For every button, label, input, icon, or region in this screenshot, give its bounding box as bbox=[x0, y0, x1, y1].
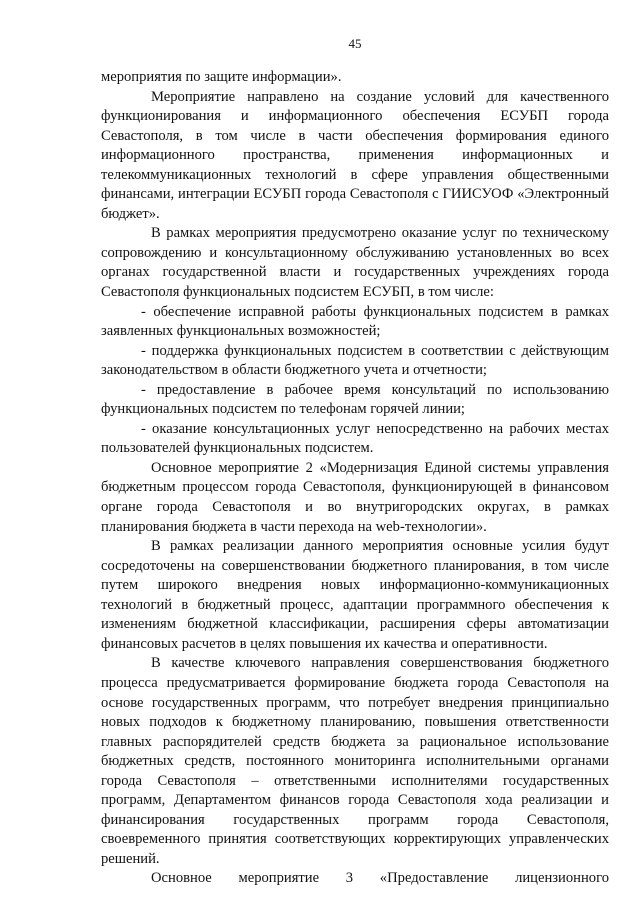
body-text bbox=[101, 68, 609, 889]
paragraph: Мероприятие направлено на создание условий для качественного функционирования и информационного обеспечения ЕСУБП города Севастополя, в том числе в части обеспечения формирования единого информационного пространства, применения информационных и телекоммуникационных технологий в сфере управления общественными финансами, интеграции ЕСУБП города Севастополя с ГИИСУОФ «Электронный бюджет». bbox=[101, 88, 609, 222]
page-number: 45 bbox=[348, 36, 362, 51]
paragraph: В качестве ключевого направления совершенствования бюджетного процесса предусматривается формирование бюджета города Севастополя на основе государственных программ, что потребует внедрения принципиально новых подходов к бюджетному планированию, повышения ответственности главных распорядителей средств бюджета за рациональное использование бюджетных средств, постоянного мониторинга исполнительными органами города Севастополя – ответственными исполнителями государственных программ, Департаментом финансов города Севастополя хода реализации и финансирования государственных программ города Севастополя, своевременного принятия соответствующих корректирующих управленческих решений. bbox=[101, 655, 609, 867]
list-item: - предоставление в рабочее время консультаций по использованию функциональных подсистем по телефонам горячей линии; bbox=[101, 381, 609, 418]
paragraph: Основное мероприятие 3 «Предоставление лицензионного bbox=[151, 870, 609, 887]
paragraph: В рамках реализации данного мероприятия основные усилия будут сосредоточены на совершенствовании бюджетного планирования, в том числе путем широкого внедрения новых информационно-коммуникационных технологий в бюджетный процесс, адаптации программного обеспечения к изменениям бюджетной классификации, расширения сферы автоматизации финансовых расчетов в целях повышения их качества и оперативности. bbox=[101, 538, 609, 652]
paragraph: мероприятия по защите информации». bbox=[101, 69, 342, 85]
paragraph: Основное мероприятие 2 «Модернизация Единой системы управления бюджетным процессом города Севастополя, функционирующей в финансовом органе города Севастополя и во внутригородских округах, в рамках планирования бюджета в части перехода на web-технологии». bbox=[101, 459, 609, 535]
list-item: - оказание консультационных услуг непосредственно на рабочих местах пользователей функциональных подсистем. bbox=[101, 420, 609, 457]
paragraph: В рамках мероприятия предусмотрено оказание услуг по техническому сопровождению и консультационному обслуживанию установленных во всех органах государственной власти и государственных учреждениях города Севастополя функциональных подсистем ЕСУБП, в том числе: bbox=[101, 225, 609, 301]
list-item: - поддержка функциональных подсистем в соответствии с действующим законодательством в области бюджетного учета и отчетности; bbox=[101, 342, 609, 379]
list-item: - обеспечение исправной работы функциональных подсистем в рамках заявленных функциональных возможностей; bbox=[101, 303, 609, 340]
